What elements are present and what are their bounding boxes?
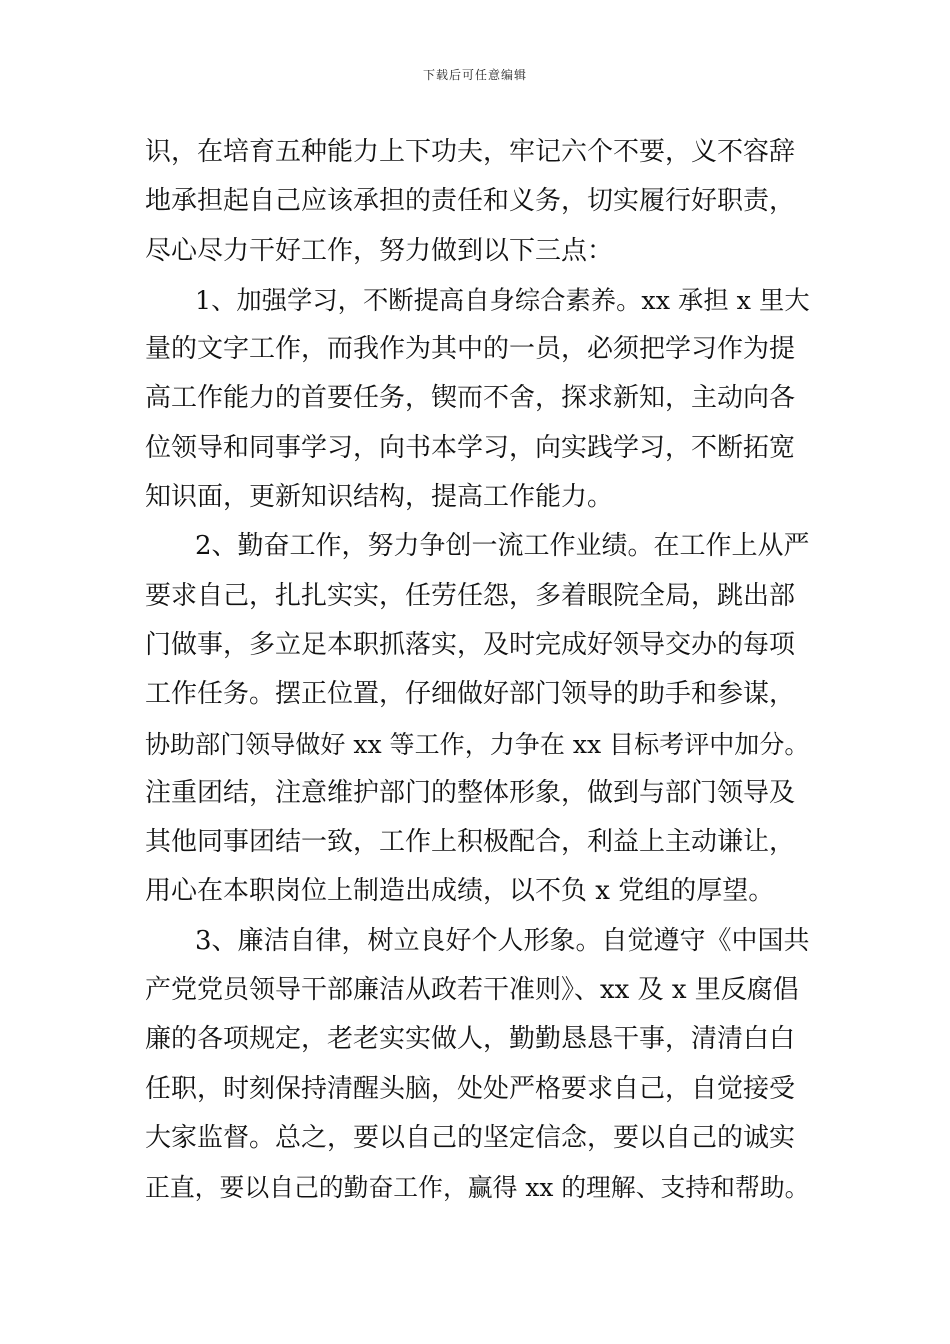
text-line: 高工作能力的首要任务，锲而不舍，探求新知，主动向各 (145, 383, 796, 414)
text-line: 尽心尽力干好工作，努力做到以下三点： (145, 235, 614, 266)
text-line: 产党党员领导干部廉洁从政若干准则》、xx 及 x 里反腐倡 (145, 975, 799, 1006)
text-line: 大家监督。总之，要以自己的坚定信念，要以自己的诚实 (145, 1122, 796, 1153)
text-line: 正直，要以自己的勤奋工作，赢得 xx 的理解、支持和帮助。 (145, 1173, 810, 1203)
paragraph-3-start: 3、廉洁自律，树立良好个人形象。自觉遵守《中国共 (195, 925, 810, 956)
text-line: 识，在培育五种能力上下功夫，牢记六个不要，义不容辞 (145, 137, 796, 167)
text-line: 门做事，多立足本职抓落实，及时完成好领导交办的每项 (145, 629, 796, 660)
paragraph-2-start: 2、勤奋工作，努力争创一流工作业绩。在工作上从严 (195, 531, 810, 562)
text-line: 用心在本职岗位上制造出成绩，以不负 x 党组的厚望。 (145, 876, 775, 907)
text-line: 工作任务。摆正位置，仔细做好部门领导的助手和参谋， (145, 679, 796, 710)
text-line: 协助部门领导做好 xx 等工作，力争在 xx 目标考评中加分。 (145, 729, 810, 759)
text-line: 地承担起自己应该承担的责任和义务，切实履行好职责， (145, 186, 796, 217)
text-line: 要求自己，扎扎实实，任劳任怨，多着眼院全局，跳出部 (145, 580, 796, 611)
text-line: 注重团结，注意维护部门的整体形象，做到与部门领导及 (145, 777, 796, 808)
text-line: 位领导和同事学习，向书本学习，向实践学习，不断拓宽 (145, 432, 796, 463)
text-line: 量的文字工作，而我作为其中的一员，必须把学习作为提 (145, 334, 796, 365)
text-line: 廉的各项规定，老老实实做人，勤勤恳恳干事，清清白白 (145, 1024, 796, 1055)
text-line: 其他同事团结一致，工作上积极配合，利益上主动谦让， (145, 827, 796, 858)
text-line: 知识面，更新知识结构，提高工作能力。 (145, 482, 614, 513)
paragraph-1-start: 1、加强学习，不断提高自身综合素养。xx 承担 x 里大 (195, 284, 810, 315)
header-note: 下载后可任意编辑 (422, 68, 527, 82)
body-text (145, 128, 810, 1213)
text-line: 任职，时刻保持清醒头脑，处处严格要求自己，自觉接受 (145, 1073, 796, 1104)
